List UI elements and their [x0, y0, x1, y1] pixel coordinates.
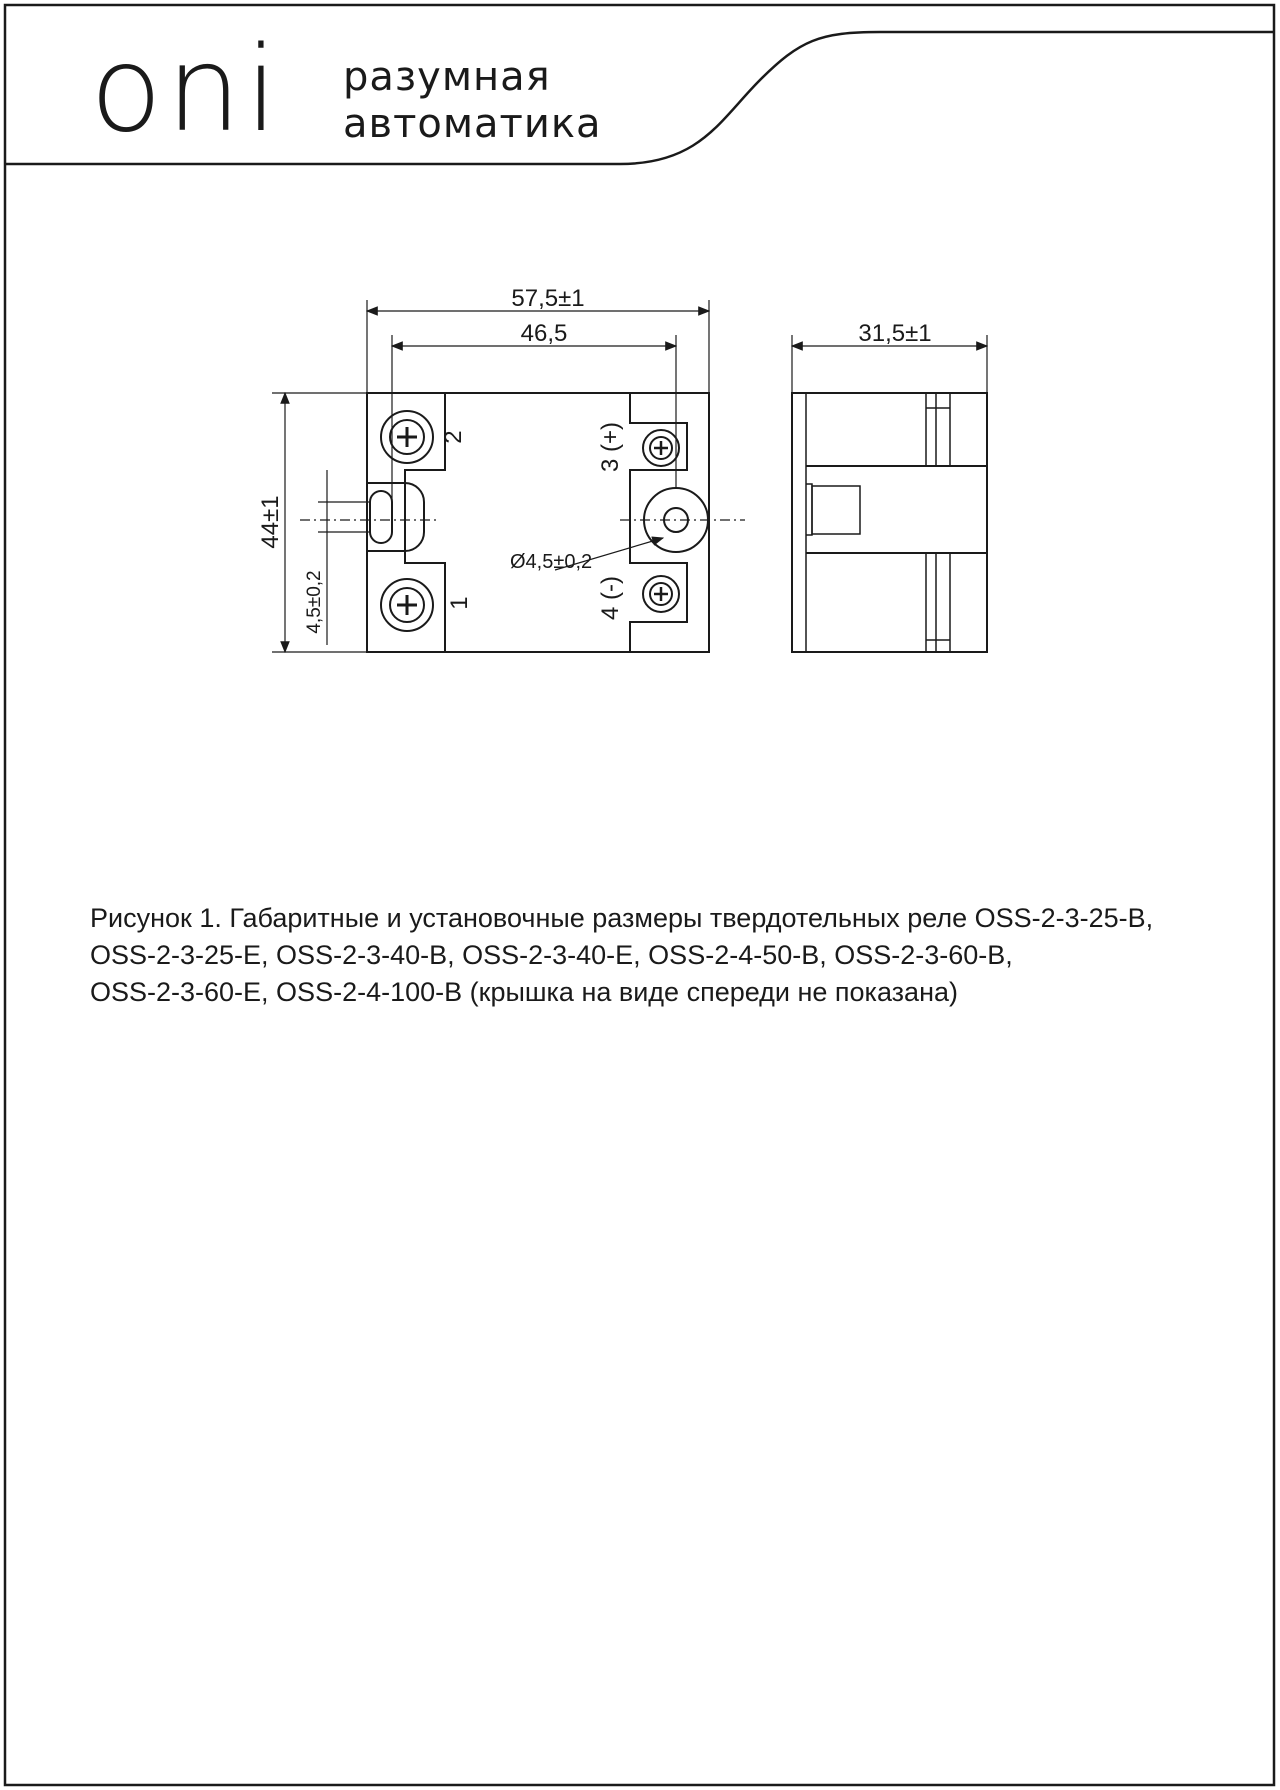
front-body-main	[367, 393, 709, 652]
screw-terminal-1	[381, 579, 433, 631]
caption-line-1: Рисунок 1. Габаритные и установочные размеры твердотельных реле OSS-2-3-25-B,	[90, 903, 1154, 933]
label-overall-width: 57,5±1	[511, 285, 585, 312]
tagline-line-2: автоматика	[343, 101, 602, 147]
label-slot: 4,5±0,2	[304, 570, 325, 634]
side-view	[792, 335, 987, 652]
caption-line-2: OSS-2-3-25-E, OSS-2-3-40-B, OSS-2-3-40-E, OSS-2-4-50-B, OSS-2-3-60-B,	[90, 940, 1013, 970]
screw-terminal-4	[643, 576, 679, 612]
label-depth: 31,5±1	[858, 320, 932, 347]
front-right-notch	[630, 393, 687, 652]
label-hole-diameter: Ø4,5±0,2	[510, 551, 593, 573]
label-height: 44±1	[257, 495, 284, 549]
label-terminal-1: 1	[446, 596, 473, 610]
slot-inner	[370, 491, 392, 543]
screw-terminal-2	[381, 411, 433, 463]
side-mounting-tab	[806, 466, 987, 553]
label-terminal-2: 2	[440, 430, 467, 444]
screw-terminal-3	[643, 430, 679, 466]
front-view	[272, 300, 745, 652]
label-terminal-4: 4 (-)	[597, 576, 624, 620]
figure-caption	[90, 900, 1200, 1011]
brand-logo: oni	[90, 20, 282, 158]
label-hole-spacing: 46,5	[520, 320, 568, 347]
tagline-line-1: разумная	[343, 54, 551, 100]
caption-line-3: OSS-2-3-60-E, OSS-2-4-100-B (крышка на виде спереди не показана)	[90, 977, 958, 1007]
label-terminal-3: 3 (+)	[597, 421, 624, 473]
side-body-outline	[792, 393, 987, 652]
